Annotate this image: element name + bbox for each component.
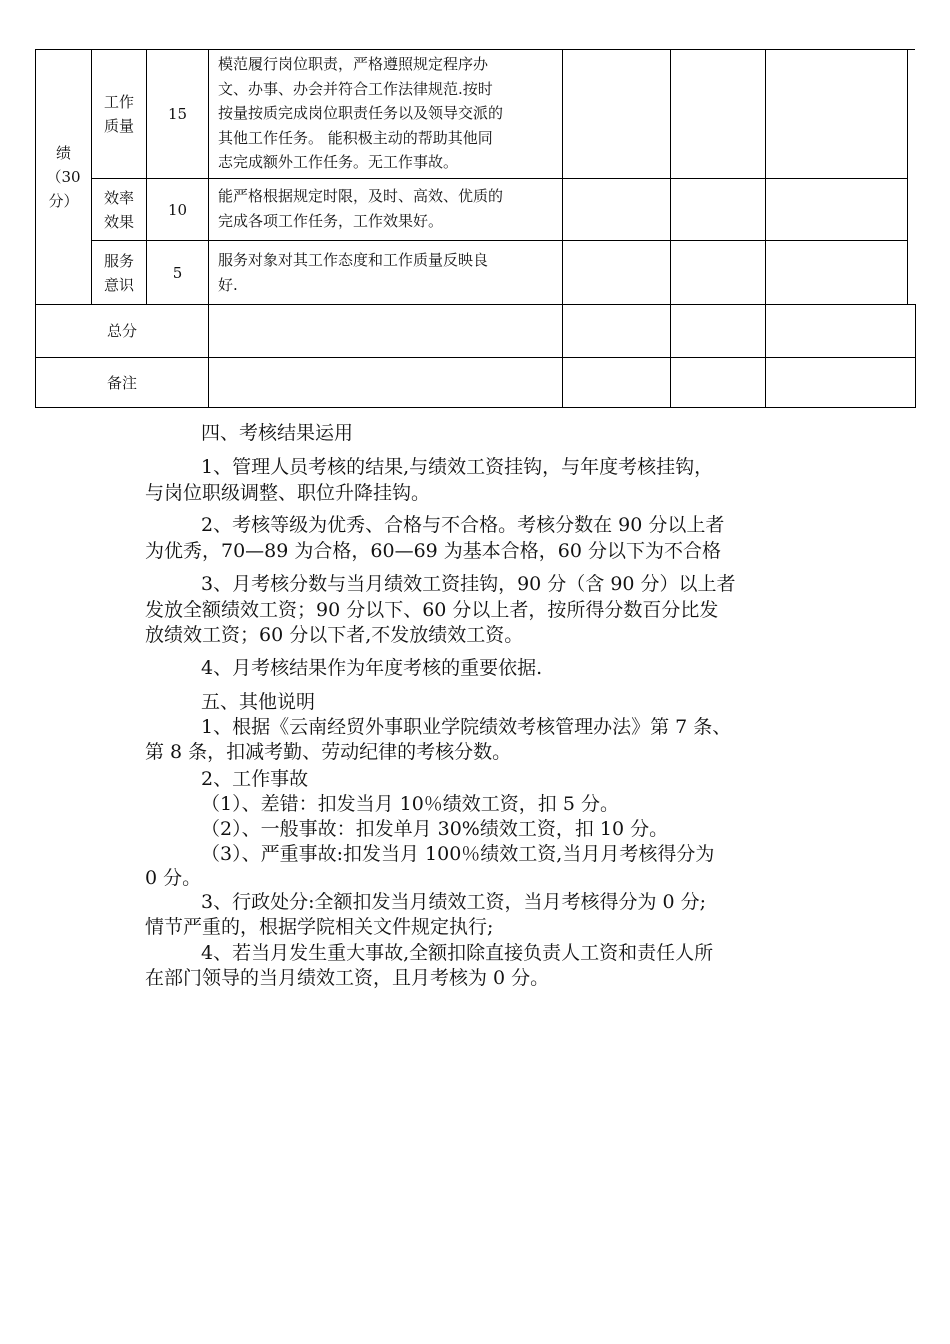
section-title: 五、其他说明	[201, 691, 316, 713]
paragraph-line: 1、管理人员考核的结果,与绩效工资挂钩，与年度考核挂钩，	[201, 456, 714, 478]
paragraph-line: 0 分。	[145, 867, 202, 889]
paragraph-line: （2）、一般事故：扣发单月 30%绩效工资，扣 10 分。	[201, 818, 669, 840]
score-cell: 5	[172, 263, 183, 282]
table-rule	[35, 407, 915, 408]
assessment-table	[0, 0, 950, 420]
paragraph-line: 情节严重的，根据学院相关文件规定执行;	[145, 916, 494, 938]
remark-label: 备注	[106, 373, 137, 392]
item-cell: 服务 意识	[103, 251, 134, 294]
score-cell: 15	[167, 105, 188, 123]
paragraph-line: 放绩效工资；60 分以下者,不发放绩效工资。	[145, 624, 524, 646]
table-rule	[91, 178, 907, 179]
criteria-cell: 服务对象对其工作态度和工作质量反映良 好.	[218, 251, 489, 294]
paragraph-line: 第 8 条，扣减考勤、劳动纪律的考核分数。	[145, 741, 512, 763]
paragraph-line: 1、根据《云南经贸外事职业学院绩效考核管理办法》第 7 条、	[201, 716, 732, 738]
paragraph-line: 3、月考核分数与当月绩效工资挂钩，90 分（含 90 分）以上者	[201, 573, 736, 595]
paragraph-line: 4、若当月发生重大事故,全额扣除直接负责人工资和责任人所	[201, 942, 714, 964]
table-rule	[91, 240, 907, 241]
paragraph-line: 2、考核等级为优秀、合格与不合格。考核分数在 90 分以上者	[201, 514, 725, 536]
paragraph-line: 2、工作事故	[201, 768, 309, 790]
paragraph-line: 4、月考核结果作为年度考核的重要依据.	[201, 657, 543, 679]
paragraph-line: （1）、差错：扣发当月 10％绩效工资，扣 5 分。	[201, 793, 619, 815]
table-rule	[670, 49, 671, 408]
table-rule	[915, 304, 916, 408]
criteria-cell: 模范履行岗位职责，严格遵照规定程序办 文、办事、办会并符合工作法律规范.按时 按量按质完成岗位职责任务以及领导交派的 其他工作任务。 能积极主动的帮助其他同 志完成额外工作任务。无工作事故。	[218, 55, 504, 171]
paragraph-line: （3）、严重事故:扣发当月 100％绩效工资,当月月考核得分为	[201, 843, 715, 865]
section-title: 四、考核结果运用	[201, 422, 354, 444]
paragraph-line: 与岗位职级调整、职位升降挂钩。	[145, 482, 431, 504]
paragraph-line: 发放全额绩效工资；90 分以下、60 分以上者，按所得分数百分比发	[145, 599, 719, 621]
paragraph-line: 为优秀，70—89 为合格，60—69 为基本合格，60 分以下为不合格	[145, 540, 722, 562]
item-cell: 效率 效果	[103, 188, 134, 231]
score-cell: 10	[167, 200, 188, 219]
item-cell: 工作 质量	[103, 93, 134, 135]
table-rule	[907, 49, 908, 305]
paragraph-line: 在部门领导的当月绩效工资，且月考核为 0 分。	[145, 967, 550, 989]
table-rule	[208, 49, 209, 408]
criteria-cell: 能严格根据规定时限，及时、高效、优质的 完成各项工作任务，工作效果好。	[218, 187, 504, 230]
category-cell: 绩 （30 分）	[46, 144, 81, 210]
table-rule	[765, 49, 766, 408]
paragraph-line: 3、行政处分:全额扣发当月绩效工资，当月考核得分为 0 分;	[201, 891, 707, 913]
total-label: 总分	[106, 322, 137, 340]
